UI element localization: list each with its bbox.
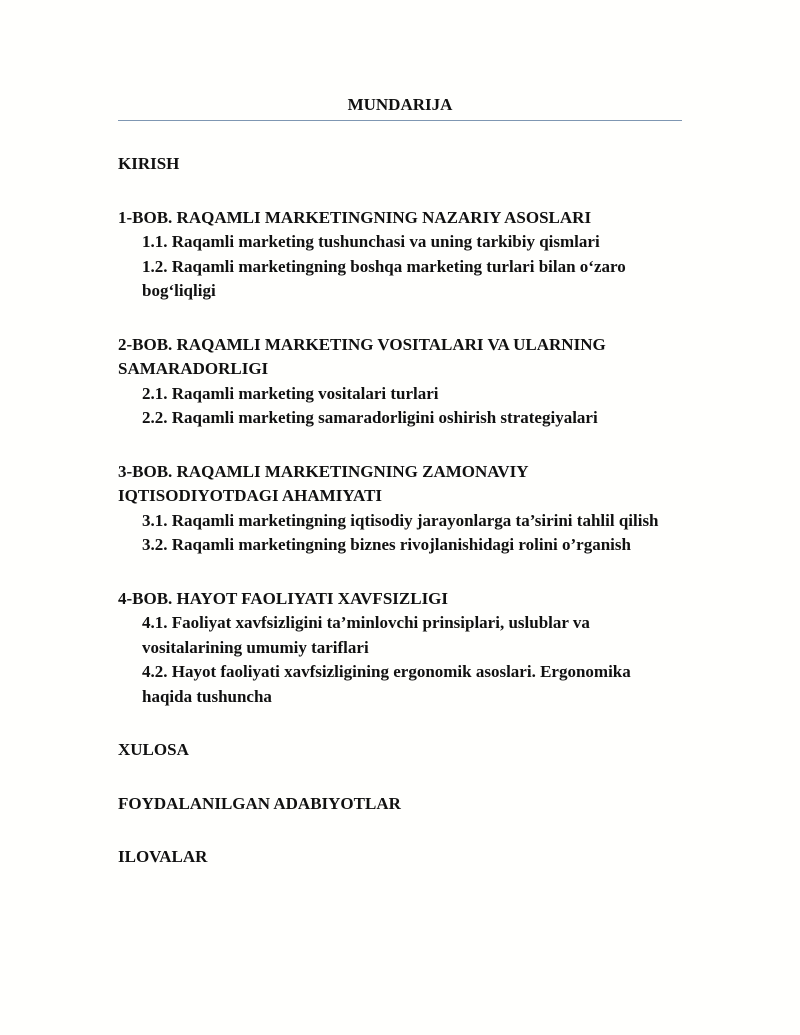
title-divider <box>118 120 682 121</box>
toc-section-4-1: 4.1. Faoliyat xavfsizligini ta’minlovchi prinsiplari, uslublar va vositalarining umumiy tariflari <box>142 613 590 657</box>
toc-section-1-2: 1.2. Raqamli marketingning boshqa marketing turlari bilan o‘zaro bog‘liqligi <box>142 256 626 300</box>
toc-chapter-3: 3-BOB. RAQAMLI MARKETINGNING ZAMONAVIY IQTISODIYOTDAGI AHAMIYATI <box>118 461 528 505</box>
toc-chapter-kirish: KIRISH <box>118 154 180 173</box>
toc-section-4-2: 4.2. Hayot faoliyati xavfsizligining ergonomik asoslari. Ergonomika haqida tushuncha <box>142 662 631 706</box>
toc-chapter-ilovalar: ILOVALAR <box>118 847 208 866</box>
toc-chapter-adabiyotlar: FOYDALANILGAN ADABIYOTLAR <box>118 793 401 813</box>
toc-section-1-1: 1.1. Raqamli marketing tushunchasi va uning tarkibiy qismlari <box>142 232 600 251</box>
page-title: MUNDARIJA <box>347 95 453 114</box>
toc-section-3-1: 3.1. Raqamli marketingning iqtisodiy jarayonlarga ta’sirini tahlil qilish <box>142 510 659 530</box>
toc-chapter-1: 1-BOB. RAQAMLI MARKETINGNING NAZARIY ASOSLARI <box>118 207 592 227</box>
toc-section-2-1: 2.1. Raqamli marketing vositalari turlari <box>142 383 439 403</box>
table-of-contents <box>118 152 682 870</box>
toc-section-2-2: 2.2. Raqamli marketing samaradorligini oshirish strategiyalari <box>142 408 598 427</box>
toc-section-3-2: 3.2. Raqamli marketingning biznes rivojlanishidagi rolini o’rganish <box>142 535 631 554</box>
toc-chapter-2: 2-BOB. RAQAMLI MARKETING VOSITALARI VA ULARNING SAMARADORLIGI <box>118 334 606 378</box>
toc-chapter-xulosa: XULOSA <box>118 740 189 759</box>
toc-chapter-4: 4-BOB. HAYOT FAOLIYATI XAVFSIZLIGI <box>118 588 449 608</box>
